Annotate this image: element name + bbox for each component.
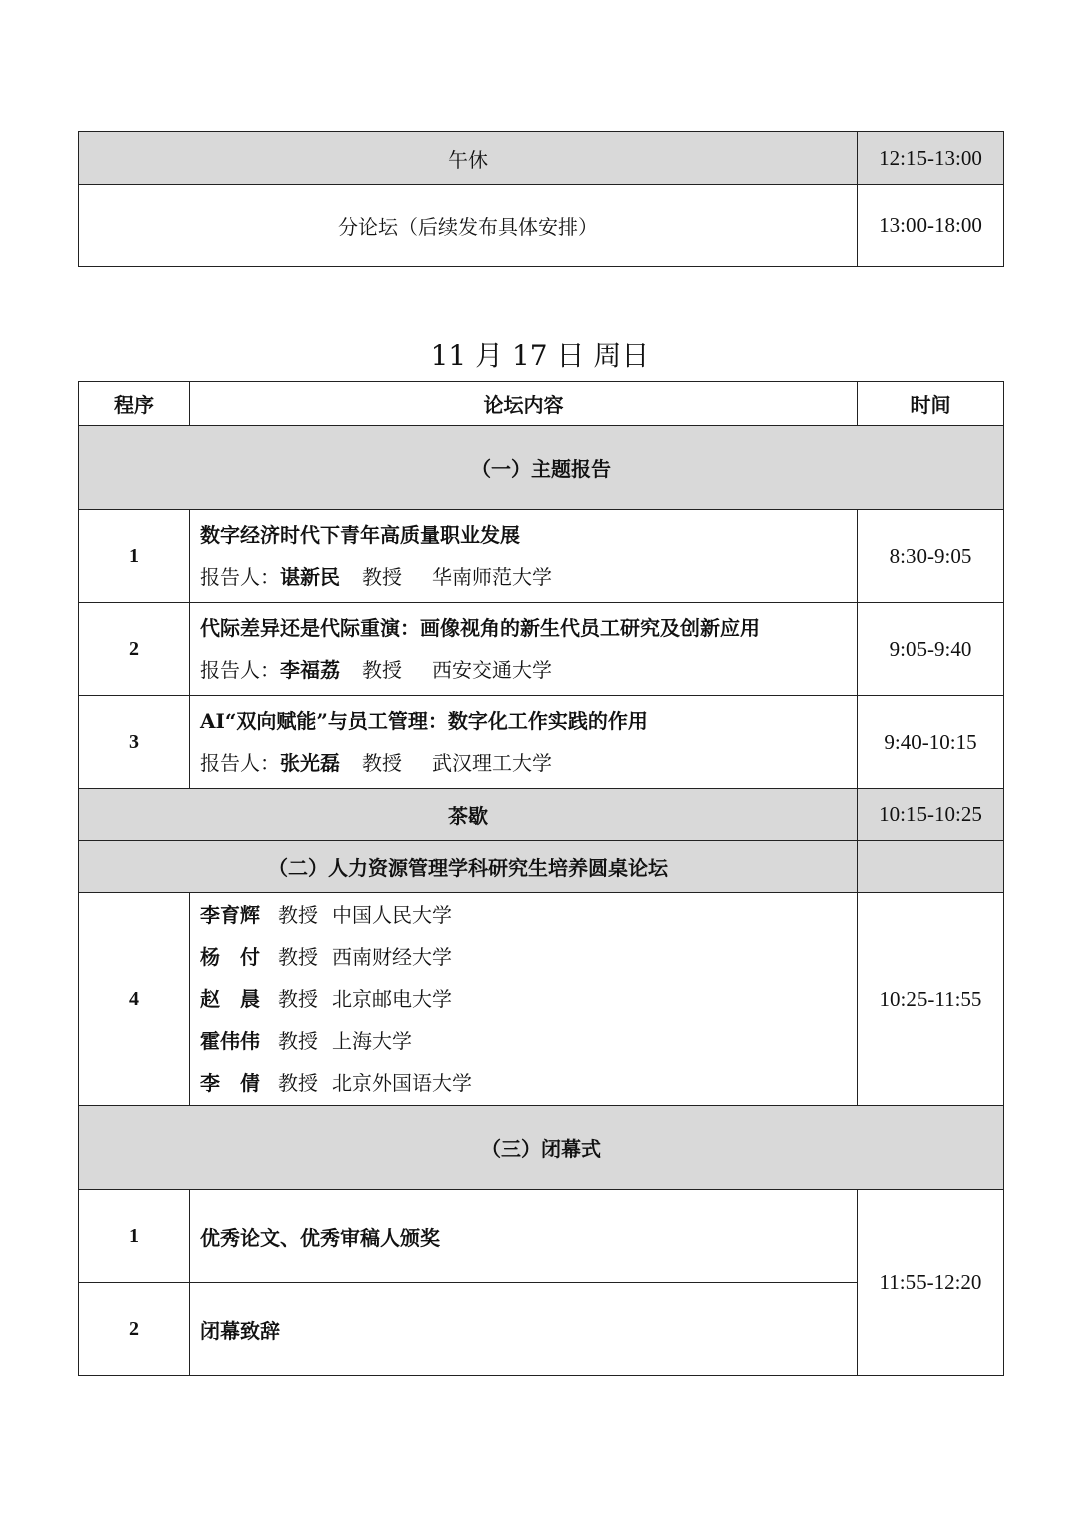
header-time: 时间 xyxy=(858,382,1004,426)
lunch-content: 午休 xyxy=(79,132,858,185)
report-topic: 数字经济时代下青年高质量职业发展 xyxy=(200,523,520,547)
section2-title-row xyxy=(79,841,1004,893)
speaker-name: 谌新民 xyxy=(280,565,340,589)
speaker-org: 武汉理工大学 xyxy=(432,751,552,775)
panelist-name: 霍伟伟 xyxy=(200,1029,260,1053)
speaker-name: 李福荔 xyxy=(280,658,340,682)
header-row xyxy=(79,382,1004,426)
closing-time: 11:55-12:20 xyxy=(858,1190,1004,1376)
panelist-org: 北京外国语大学 xyxy=(332,1071,472,1095)
closing-content: 优秀论文、优秀审稿人颁奖 xyxy=(190,1190,858,1283)
lunch-time: 12:15-13:00 xyxy=(858,132,1004,185)
report-cell xyxy=(190,603,858,696)
report-speaker-line xyxy=(200,556,857,598)
tea-break-content: 茶歇 xyxy=(79,789,858,841)
speaker-org: 西安交通大学 xyxy=(432,658,552,682)
panelist-org: 北京邮电大学 xyxy=(332,987,452,1011)
report-time: 8:30-9:05 xyxy=(858,510,1004,603)
section3-title: （三）闭幕式 xyxy=(79,1106,1004,1190)
speaker-label: 报告人： xyxy=(200,565,280,589)
panelist-name: 李育辉 xyxy=(200,903,260,927)
report-cell xyxy=(190,510,858,603)
lunch-row xyxy=(79,132,1004,185)
panel-num: 4 xyxy=(79,893,190,1106)
table-row xyxy=(79,893,1004,1106)
panelist xyxy=(200,936,857,978)
subforum-time: 13:00-18:00 xyxy=(858,185,1004,267)
panelist-name: 李 倩 xyxy=(200,1071,260,1095)
speaker-title: 教授 xyxy=(362,658,402,682)
report-topic: AI“双向赋能”与员工管理：数字化工作实践的作用 xyxy=(200,709,648,733)
closing-num: 1 xyxy=(79,1190,190,1283)
header-content: 论坛内容 xyxy=(190,382,858,426)
speaker-title: 教授 xyxy=(362,565,402,589)
section1-title-row xyxy=(79,426,1004,510)
speaker-label: 报告人： xyxy=(200,751,280,775)
top-schedule-table xyxy=(78,131,1004,267)
table-row xyxy=(79,696,1004,789)
table-row xyxy=(79,510,1004,603)
report-cell xyxy=(190,696,858,789)
speaker-title: 教授 xyxy=(362,751,402,775)
report-time: 9:40-10:15 xyxy=(858,696,1004,789)
panel-cell xyxy=(190,893,858,1106)
panelist xyxy=(200,1020,857,1062)
section3-title-row xyxy=(79,1106,1004,1190)
section2-empty-time xyxy=(858,841,1004,893)
panelist-org: 西南财经大学 xyxy=(332,945,452,969)
report-num: 2 xyxy=(79,603,190,696)
main-schedule-table xyxy=(78,381,1004,1376)
report-num: 1 xyxy=(79,510,190,603)
panelist-name: 赵 晨 xyxy=(200,987,260,1011)
closing-num: 2 xyxy=(79,1283,190,1376)
report-num: 3 xyxy=(79,696,190,789)
report-speaker-line xyxy=(200,649,857,691)
section1-title: （一）主题报告 xyxy=(79,426,1004,510)
report-topic: 代际差异还是代际重演：画像视角的新生代员工研究及创新应用 xyxy=(200,616,760,640)
panelist xyxy=(200,1062,857,1104)
panelist xyxy=(200,894,857,936)
panelist-org: 上海大学 xyxy=(332,1029,412,1053)
subforum-row xyxy=(79,185,1004,267)
panelist-org: 中国人民大学 xyxy=(332,903,452,927)
closing-content: 闭幕致辞 xyxy=(190,1283,858,1376)
speaker-label: 报告人： xyxy=(200,658,280,682)
tea-break-row xyxy=(79,789,1004,841)
subforum-content: 分论坛（后续发布具体安排） xyxy=(79,185,858,267)
header-seq: 程序 xyxy=(79,382,190,426)
panelist xyxy=(200,978,857,1020)
date-heading: 11 月 17 日 周日 xyxy=(430,339,650,372)
panelist-title: 教授 xyxy=(278,987,318,1011)
report-time: 9:05-9:40 xyxy=(858,603,1004,696)
report-speaker-line xyxy=(200,742,857,784)
panelist-name: 杨 付 xyxy=(200,945,260,969)
table-row xyxy=(79,1190,1004,1283)
table-row xyxy=(79,603,1004,696)
speaker-org: 华南师范大学 xyxy=(432,565,552,589)
panelist-title: 教授 xyxy=(278,903,318,927)
panel-time: 10:25-11:55 xyxy=(858,893,1004,1106)
speaker-name: 张光磊 xyxy=(280,751,340,775)
section2-title: （二）人力资源管理学科研究生培养圆桌论坛 xyxy=(79,841,858,893)
panelist-title: 教授 xyxy=(278,1029,318,1053)
panelist-title: 教授 xyxy=(278,1071,318,1095)
tea-break-time: 10:15-10:25 xyxy=(858,789,1004,841)
panelist-title: 教授 xyxy=(278,945,318,969)
